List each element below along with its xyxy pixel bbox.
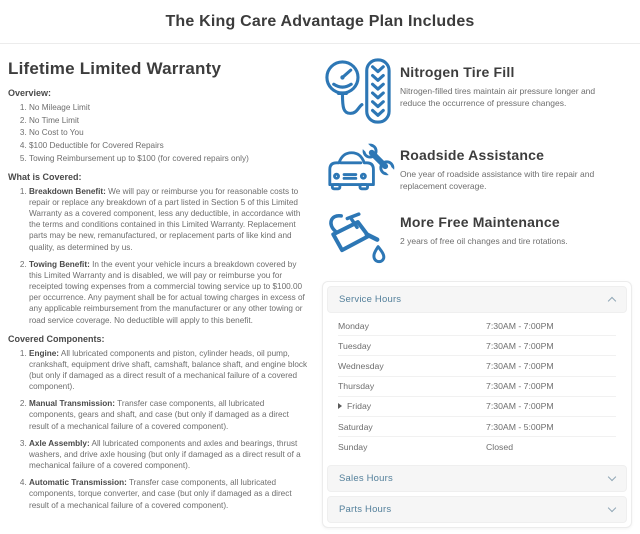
- definition-text: Transfer case components, all lubricated components, gears and shaft, and case (but only if damaged as a direct result of a mechanical failure of a covered component).: [29, 399, 289, 431]
- sales-hours-label: Sales Hours: [339, 473, 393, 485]
- definition-item: [29, 348, 310, 393]
- service-hours-row: [338, 377, 616, 397]
- service-hours-row: [338, 397, 616, 417]
- overview-item: 2. No Time Limit: [29, 115, 310, 126]
- components-label: Covered Components:: [8, 333, 105, 344]
- definition-item: [29, 259, 310, 326]
- service-day-label: Sunday: [338, 441, 368, 452]
- definition-item: [29, 438, 310, 471]
- page-title: The King Care Advantage Plan Includes: [165, 13, 475, 30]
- service-hours-row: [338, 336, 616, 356]
- chevron-up-icon: [608, 297, 616, 305]
- overview-label: Overview:: [8, 88, 52, 98]
- overview-item: 4. $100 Deductible for Covered Repairs: [29, 140, 310, 151]
- service-time: 7:30AM - 7:00PM: [486, 360, 554, 371]
- service-day-label: Saturday: [338, 421, 373, 432]
- definition-term: Automatic Transmission:: [29, 478, 127, 488]
- definition-item: [29, 477, 310, 510]
- service-day-label: Friday: [347, 401, 372, 412]
- definition-item: [29, 398, 310, 431]
- sales-hours-header[interactable]: [327, 465, 627, 492]
- definition-text: All lubricated components and axles and bearings, thrust washers, and drive axle housing (but only if damaged as a direct result of a mechanical failure of a covered component).: [29, 438, 301, 471]
- service-hours-section: [327, 286, 627, 461]
- overview-item: 3. No Cost to You: [29, 127, 310, 138]
- definition-term: Towing Benefit:: [29, 259, 90, 269]
- definition-text: All lubricated components and piston, cylinder heads, oil pump, crankshaft, equipment drive shaft, camshaft, balance shaft, and engine block (but only if damaged as a direct result of a mechanical failure of a covered component).: [29, 348, 308, 392]
- service-hours-header[interactable]: [327, 286, 627, 313]
- service-time: 7:30AM - 7:00PM: [486, 340, 554, 351]
- sales-hours-section: [327, 465, 627, 492]
- service-hours-table: [327, 313, 627, 461]
- definition-text: Transfer case components, all lubricated components, torque converter, and case (but only if damaged as a direct result of a mechanical failure of a covered component).: [29, 478, 292, 510]
- feature-title: Roadside Assistance: [400, 147, 545, 163]
- parts-hours-header[interactable]: [327, 496, 627, 523]
- service-hours-row: [338, 437, 616, 456]
- service-hours-row: [338, 356, 616, 376]
- service-hours-row: [338, 316, 616, 336]
- feature-description: One year of roadside assistance with tire repair and replacement coverage.: [400, 169, 595, 192]
- feature-description: 2 years of free oil changes and tire rotations.: [400, 236, 568, 246]
- benefits-section: [322, 58, 632, 528]
- feature-nitrogen-tire-fill: [322, 58, 632, 131]
- definition-term: Manual Transmission:: [29, 399, 115, 409]
- service-time: 7:30AM - 7:00PM: [486, 381, 554, 392]
- service-day: [338, 422, 486, 432]
- page-header: [0, 0, 640, 44]
- parts-hours-section: [327, 496, 627, 523]
- chevron-down-icon: [608, 504, 616, 512]
- service-time: Closed: [486, 441, 514, 452]
- definition-term: Engine:: [29, 348, 60, 358]
- oil-can-icon: [322, 208, 400, 271]
- service-time: 7:30AM - 7:00PM: [486, 401, 554, 412]
- feature-roadside-assistance: [322, 141, 632, 198]
- car-wrench-icon: [322, 141, 400, 198]
- covered-list: [8, 186, 310, 326]
- service-day: [338, 381, 486, 391]
- definition-term: Breakdown Benefit:: [29, 186, 106, 196]
- covered-label: What is Covered:: [8, 171, 82, 182]
- overview-item: 1. No Mileage Limit: [29, 102, 310, 113]
- feature-title: More Free Maintenance: [400, 214, 560, 230]
- service-day: [338, 361, 486, 371]
- tire-pressure-gauge-icon: [322, 58, 400, 131]
- service-hours-label: Service Hours: [339, 294, 402, 305]
- service-day-label: Tuesday: [338, 340, 371, 351]
- warranty-section: [8, 58, 310, 528]
- service-day-label: Monday: [338, 320, 369, 331]
- service-day-label: Thursday: [338, 381, 375, 392]
- definition-term: Axle Assembly:: [29, 438, 90, 448]
- components-list: [8, 348, 310, 511]
- definition-item: [29, 186, 310, 253]
- current-day-marker-icon: [338, 403, 342, 409]
- service-day: [338, 341, 486, 351]
- service-day-label: Wednesday: [338, 360, 384, 371]
- service-day: [338, 321, 486, 331]
- feature-description: Nitrogen-filled tires maintain air pressure longer and reduce the occurrence of pressure changes.: [400, 86, 596, 109]
- service-time: 7:30AM - 5:00PM: [486, 421, 554, 432]
- feature-more-free-maintenance: [322, 208, 632, 271]
- service-day: [338, 401, 486, 411]
- chevron-down-icon: [608, 473, 616, 481]
- main-content: [0, 44, 640, 528]
- hours-accordion: [322, 281, 632, 528]
- overview-list: [8, 102, 310, 164]
- definition-text: We will pay or reimburse you for reasonable costs to repair or replace any breakdown of a part listed in Section 5 of this Limited Warranty as a covered component, less any deductible, in accordance with the terms and conditions contained in this Limited Warranty. Replacement parts may be new, remanufactured, or replacement parts of like kind and quality, as determined by us.: [29, 186, 301, 252]
- service-day: [338, 442, 486, 452]
- feature-title: Nitrogen Tire Fill: [400, 64, 515, 80]
- service-time: 7:30AM - 7:00PM: [486, 320, 554, 331]
- warranty-heading: Lifetime Limited Warranty: [8, 59, 222, 78]
- service-hours-row: [338, 417, 616, 437]
- parts-hours-label: Parts Hours: [339, 504, 392, 516]
- overview-item: 5. Towing Reimbursement up to $100 (for covered repairs only): [29, 153, 310, 164]
- definition-text: In the event your vehicle incurs a breakdown covered by this Limited Warranty and is disabled, we will pay or reimburse you for receipted towing expenses from a commercial towing service up to $100.00 per occurrence. Any payment shall be for actual towing charges in excess of any applicable reimbursement from the manufacturer or any other towing or road service coverage. No deductible will apply to this benefit.: [29, 259, 305, 325]
